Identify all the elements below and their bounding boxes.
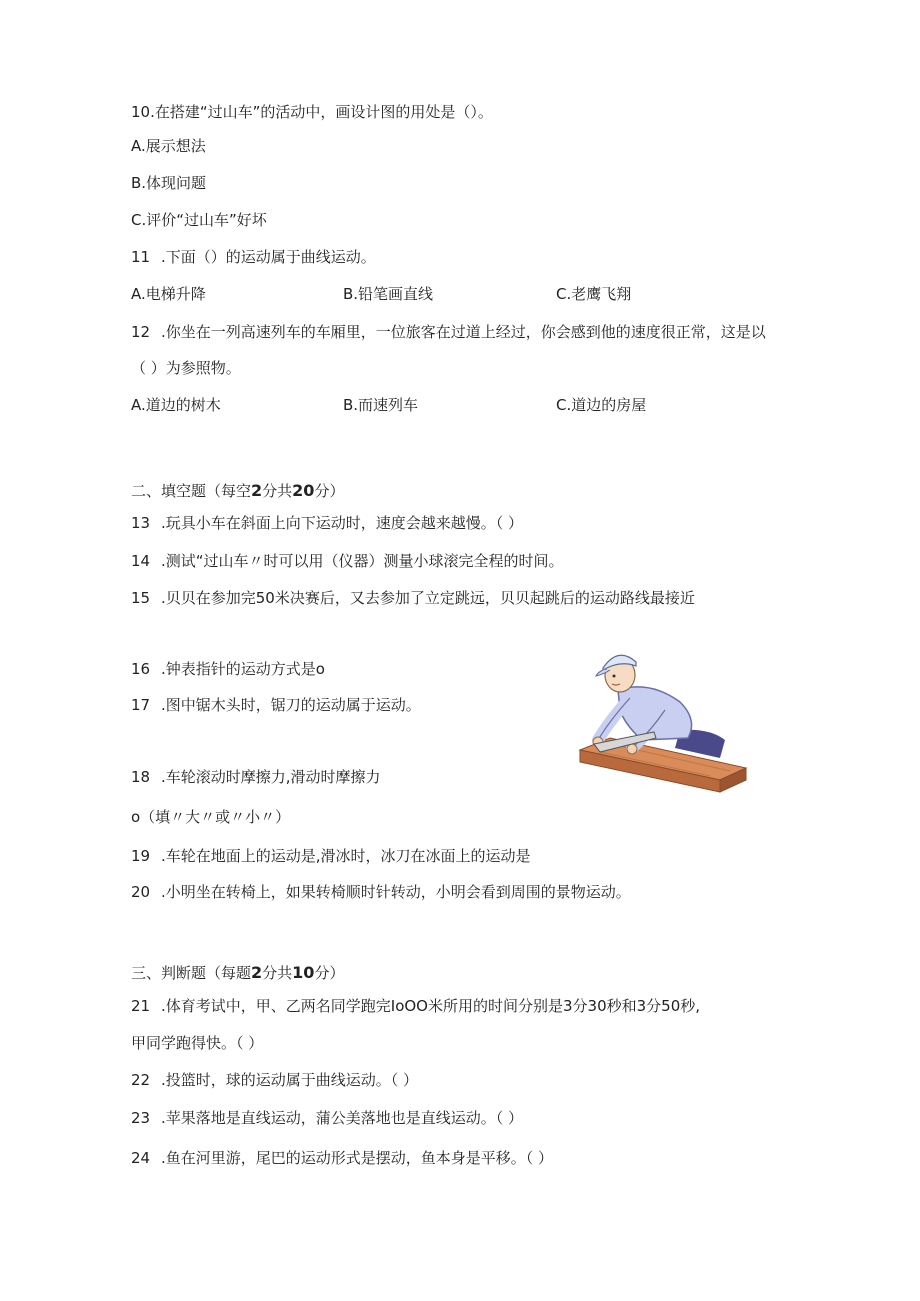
sawing-wood-illustration bbox=[570, 640, 750, 805]
q12-option-c: C.道边的房屋 bbox=[556, 396, 647, 414]
q20 bbox=[131, 881, 631, 903]
q13 bbox=[131, 512, 523, 534]
q11 bbox=[131, 246, 376, 268]
q18-text: .车轮滚动时摩擦力,滑动时摩擦力 bbox=[161, 768, 381, 786]
q13-text: .玩具小车在斜面上向下运动时，速度会越来越慢。（ ） bbox=[161, 514, 524, 532]
sawing-man-icon bbox=[570, 640, 750, 805]
q10-option-a: A.展示想法 bbox=[131, 137, 206, 155]
q13-number: 13 bbox=[131, 514, 151, 532]
q23-number: 23 bbox=[131, 1109, 151, 1127]
q12-option-b: B.而速列车 bbox=[343, 396, 419, 414]
q14 bbox=[131, 550, 564, 572]
q21-text-cont: 甲同学跑得快。（ ） bbox=[131, 1034, 264, 1052]
q23-text: .苹果落地是直线运动，蒲公美落地也是直线运动。（ ） bbox=[161, 1109, 524, 1127]
q18-number: 18 bbox=[131, 768, 151, 786]
q21 bbox=[131, 995, 700, 1017]
q10-option-c: C.评价“过山车”好坏 bbox=[131, 211, 267, 229]
q16 bbox=[131, 658, 325, 680]
q11-number: 11 bbox=[131, 248, 151, 266]
section-2-heading bbox=[131, 480, 344, 502]
q18-text-cont: o（填〃大〃或〃小〃） bbox=[131, 808, 291, 826]
q16-number: 16 bbox=[131, 660, 151, 678]
section-2-points-each: 2 bbox=[251, 481, 263, 500]
q24 bbox=[131, 1147, 553, 1169]
q12 bbox=[131, 321, 766, 343]
section-3-suffix: 分） bbox=[314, 964, 345, 982]
q21-number: 21 bbox=[131, 997, 151, 1015]
q20-text: .小明坐在转椅上，如果转椅顺时针转动，小明会看到周围的景物运动。 bbox=[161, 883, 631, 901]
section-3-heading bbox=[131, 962, 344, 984]
section-3-points-each: 2 bbox=[251, 963, 263, 982]
q24-number: 24 bbox=[131, 1149, 151, 1167]
q11-option-b: B.铅笔画直线 bbox=[343, 285, 434, 303]
q18 bbox=[131, 766, 381, 788]
section-2-mid: 分共 bbox=[262, 482, 293, 500]
q22-text: .投篮时，球的运动属于曲线运动。（ ） bbox=[161, 1071, 419, 1089]
q12-text-cont: （ ）为参照物。 bbox=[131, 359, 241, 377]
section-3-prefix: 三、判断题（每题 bbox=[131, 964, 252, 982]
q17 bbox=[131, 694, 421, 716]
section-3-mid: 分共 bbox=[262, 964, 293, 982]
section-3-points-total: 10 bbox=[292, 963, 315, 982]
section-2-suffix: 分） bbox=[314, 482, 345, 500]
q14-number: 14 bbox=[131, 552, 151, 570]
q17-number: 17 bbox=[131, 696, 151, 714]
q22-number: 22 bbox=[131, 1071, 151, 1089]
q11-text: .下面（）的运动属于曲线运动。 bbox=[161, 248, 376, 266]
q12-number: 12 bbox=[131, 323, 151, 341]
section-2-points-total: 20 bbox=[292, 481, 315, 500]
q19-text: .车轮在地面上的运动是,滑冰时，冰刀在冰面上的运动是 bbox=[161, 847, 531, 865]
q10-option-b: B.体现问题 bbox=[131, 174, 207, 192]
q15-number: 15 bbox=[131, 589, 151, 607]
q15-text: .贝贝在参加完50米决赛后，又去参加了立定跳远，贝贝起跳后的运动路线最接近 bbox=[161, 589, 695, 607]
q12-text: .你坐在一列高速列车的车厢里，一位旅客在过道上经过，你会感到他的速度很正常，这是以 bbox=[161, 323, 766, 341]
q23 bbox=[131, 1107, 523, 1129]
section-2-prefix: 二、填空题（每空 bbox=[131, 482, 252, 500]
q21-text: .体育考试中，甲、乙两名同学跑完IoOO米所用的时间分别是3分30秒和3分50秒, bbox=[161, 997, 701, 1015]
q22 bbox=[131, 1069, 418, 1091]
q10-text: 10.在搭建“过山车”的活动中，画设计图的用处是（）。 bbox=[131, 103, 493, 121]
q15 bbox=[131, 587, 695, 609]
q20-number: 20 bbox=[131, 883, 151, 901]
q19 bbox=[131, 845, 531, 867]
q16-text: .钟表指针的运动方式是o bbox=[161, 660, 325, 678]
q24-text: .鱼在河里游，尾巴的运动形式是摆动，鱼本身是平移。（ ） bbox=[161, 1149, 554, 1167]
q19-number: 19 bbox=[131, 847, 151, 865]
q14-text: .测试“过山车〃时可以用（仪器）测量小球滚完全程的时间。 bbox=[161, 552, 564, 570]
q12-option-a: A.道边的树木 bbox=[131, 396, 221, 414]
q11-option-a: A.电梯升降 bbox=[131, 285, 206, 303]
q17-text: .图中锯木头时，锯刀的运动属于运动。 bbox=[161, 696, 421, 714]
q11-option-c: C.老鹰飞翔 bbox=[556, 285, 632, 303]
